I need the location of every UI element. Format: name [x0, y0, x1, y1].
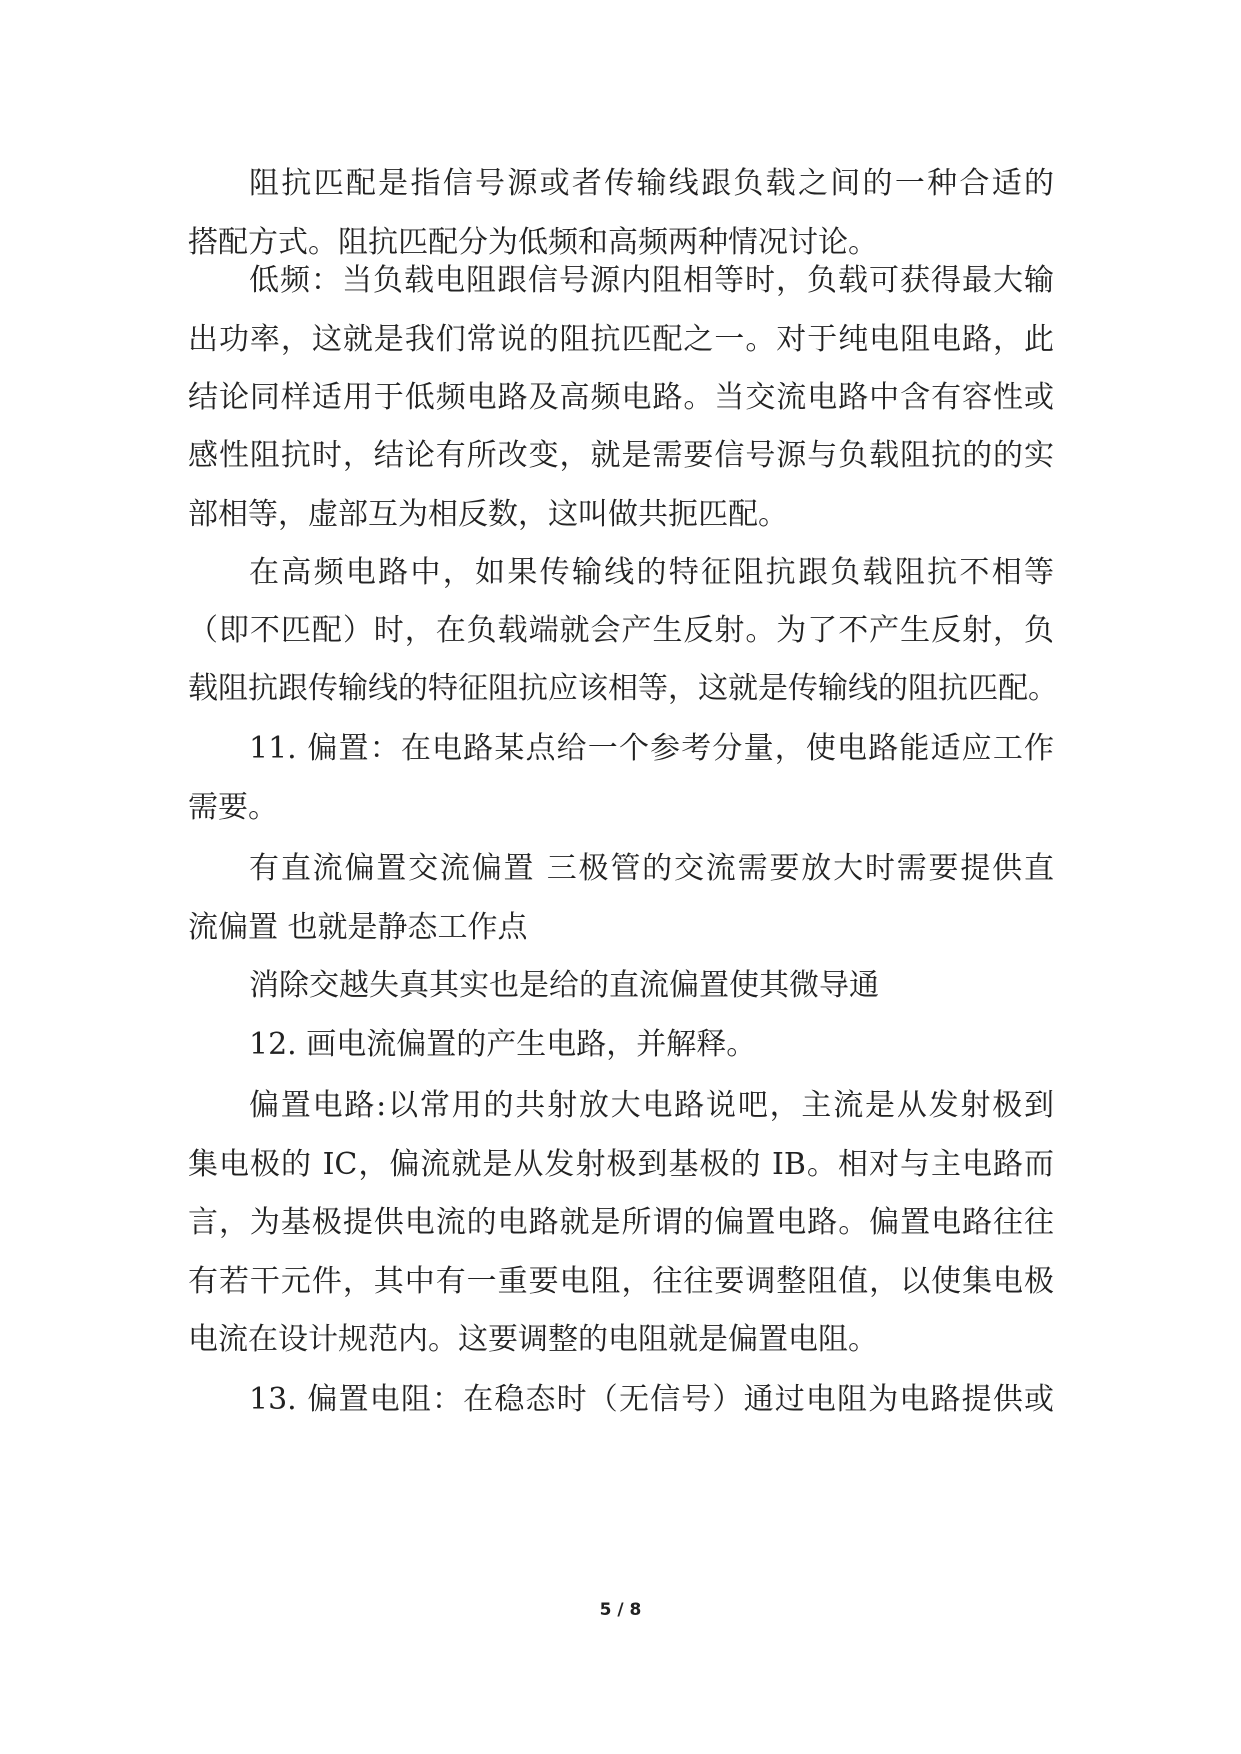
text-line: 出功率，这就是我们常说的阻抗匹配之一。对于纯电阻电路，此: [188, 322, 1054, 357]
text-line: （即不匹配）时，在负载端就会产生反射。为了不产生反射，负: [188, 613, 1054, 648]
text-line: 搭配方式。阻抗匹配分为低频和高频两种情况讨论。: [188, 225, 878, 260]
text-line: 消除交越失真其实也是给的直流偏置使其微导通: [249, 968, 879, 1003]
text-line: 流偏置 也就是静态工作点: [188, 910, 528, 945]
text-line: 阻抗匹配是指信号源或者传输线跟负载之间的一种合适的: [249, 166, 1054, 201]
text-line: 13. 偏置电阻：在稳态时（无信号）通过电阻为电路提供或: [249, 1382, 1054, 1417]
text-line: 有若干元件，其中有一重要电阻，往往要调整阻值，以使集电极: [188, 1264, 1054, 1299]
text-line: 载阻抗跟传输线的特征阻抗应该相等，这就是传输线的阻抗匹配。: [188, 671, 1058, 706]
text-line: 集电极的 IC，偏流就是从发射极到基极的 IB。相对与主电路而: [188, 1147, 1054, 1182]
text-line: 部相等，虚部互为相反数，这叫做共扼匹配。: [188, 497, 788, 532]
text-line: 11. 偏置：在电路某点给一个参考分量，使电路能适应工作: [249, 731, 1054, 766]
text-line: 言，为基极提供电流的电路就是所谓的偏置电路。偏置电路往往: [188, 1205, 1054, 1240]
text-line: 12. 画电流偏置的产生电路，并解释。: [249, 1027, 757, 1062]
page-number: 5 / 8: [599, 1600, 642, 1620]
text-line: 需要。: [188, 790, 278, 825]
text-line: 低频：当负载电阻跟信号源内阻相等时，负载可获得最大输: [249, 263, 1054, 298]
text-line: 偏置电路:以常用的共射放大电路说吧，主流是从发射极到: [249, 1088, 1054, 1123]
text-line: 感性阻抗时，结论有所改变，就是需要信号源与负载阻抗的的实: [188, 438, 1054, 473]
text-line: 在高频电路中，如果传输线的特征阻抗跟负载阻抗不相等: [249, 555, 1054, 590]
text-line: 有直流偏置交流偏置 三极管的交流需要放大时需要提供直: [249, 851, 1054, 886]
text-line: 电流在设计规范内。这要调整的电阻就是偏置电阻。: [188, 1322, 878, 1357]
text-line: 结论同样适用于低频电路及高频电路。当交流电路中含有容性或: [188, 380, 1054, 415]
